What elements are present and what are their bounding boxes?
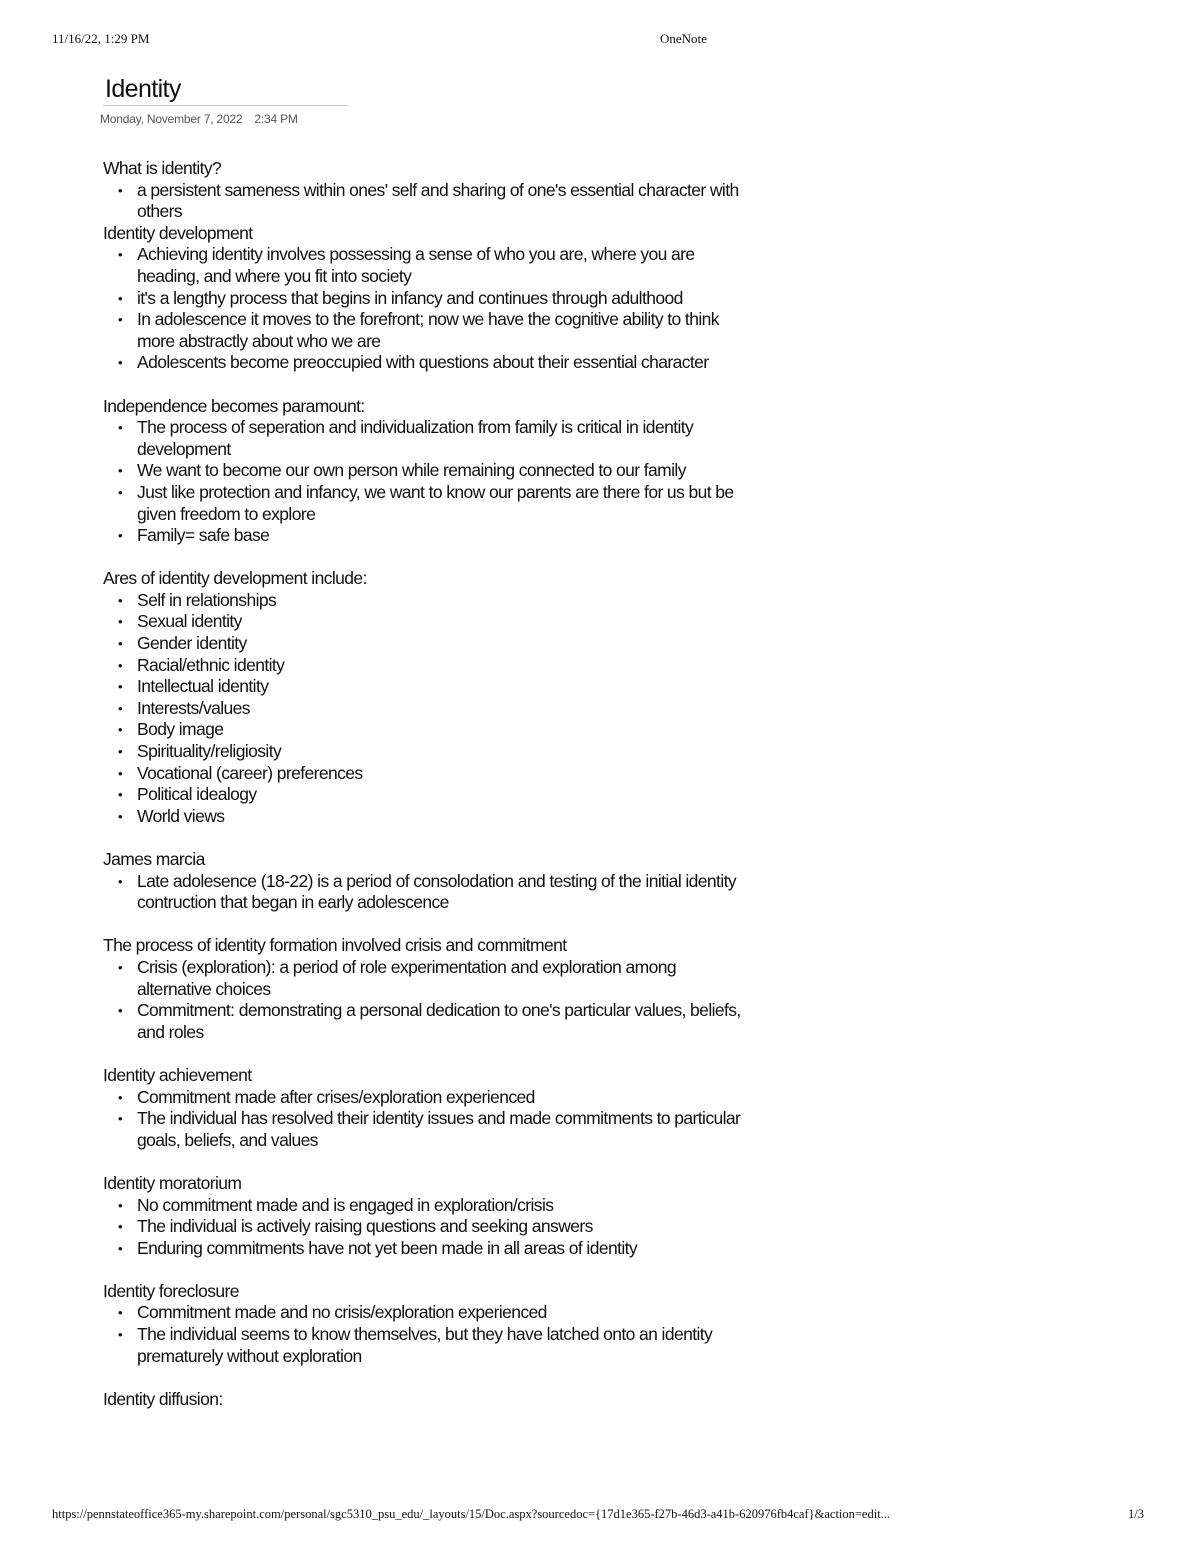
- section-heading[interactable]: Identity moratorium: [103, 1172, 242, 1193]
- bullet-item[interactable]: • Achieving identity involves possessing a sense of who you are, where you are heading, and where you fit into society: [137, 244, 743, 287]
- bullet-item[interactable]: • Crisis (exploration): a period of role experimentation and exploration among alternative choices: [137, 957, 743, 1000]
- bullet-item[interactable]: • Political idealogy: [137, 784, 743, 806]
- section-heading[interactable]: The process of identity formation involved crisis and commitment: [103, 935, 567, 956]
- page-timestamp: [100, 112, 743, 126]
- bullet-list: [103, 417, 743, 547]
- section-heading[interactable]: What is identity?: [103, 158, 222, 178]
- bullet-item[interactable]: • Racial/ethnic identity: [137, 655, 743, 677]
- page-time: 2:34 PM: [254, 112, 298, 126]
- page-date: Monday, November 7, 2022: [100, 112, 243, 126]
- bullet-item[interactable]: • Commitment made after crises/exploration experienced: [137, 1087, 743, 1109]
- print-footer-page-number: 1/3: [1128, 1507, 1144, 1521]
- bullet-list: [103, 590, 743, 828]
- section-spacer: [103, 914, 743, 936]
- section-heading[interactable]: James marcia: [103, 849, 205, 869]
- section-spacer: [103, 1367, 743, 1389]
- section-spacer: [103, 827, 743, 849]
- bullet-item[interactable]: • Commitment: demonstrating a personal dedication to one's particular values, beliefs, and roles: [137, 1000, 743, 1043]
- section-spacer: [103, 1259, 743, 1281]
- page-content: [103, 158, 743, 1410]
- bullet-item[interactable]: • Adolescents become preoccupied with questions about their essential character: [137, 352, 743, 374]
- section-heading[interactable]: Independence becomes paramount:: [103, 395, 365, 416]
- bullet-item[interactable]: • In adolescence it moves to the forefront; now we have the cognitive ability to think more abstractly about who we are: [137, 309, 743, 352]
- bullet-item[interactable]: • The individual seems to know themselves, but they have latched onto an identity prematurely without exploration: [137, 1324, 743, 1367]
- print-header-app-name: OneNote: [660, 31, 707, 46]
- section-heading[interactable]: Identity diffusion:: [103, 1388, 223, 1409]
- bullet-item[interactable]: • The individual is actively raising questions and seeking answers: [137, 1216, 743, 1238]
- bullet-item[interactable]: • a persistent sameness within ones' self and sharing of one's essential character with others: [137, 180, 743, 223]
- print-header-datetime: 11/16/22, 1:29 PM: [52, 31, 150, 46]
- bullet-item[interactable]: • Self in relationships: [137, 590, 743, 612]
- bullet-list: [103, 1195, 743, 1260]
- bullet-item[interactable]: • Enduring commitments have not yet been made in all areas of identity: [137, 1238, 743, 1260]
- title-underline: [103, 105, 348, 106]
- section-heading[interactable]: Identity foreclosure: [103, 1280, 239, 1301]
- bullet-item[interactable]: • The individual has resolved their identity issues and made commitments to particular goals, beliefs, and values: [137, 1108, 743, 1151]
- bullet-list: [103, 180, 743, 223]
- bullet-item[interactable]: • Intellectual identity: [137, 676, 743, 698]
- bullet-item[interactable]: • The process of seperation and individualization from family is critical in identity development: [137, 417, 743, 460]
- bullet-list: [103, 1302, 743, 1367]
- bullet-item[interactable]: • Commitment made and no crisis/exploration experienced: [137, 1302, 743, 1324]
- section-spacer: [103, 1043, 743, 1065]
- section-heading[interactable]: Identity development: [103, 222, 253, 243]
- bullet-list: [103, 244, 743, 374]
- bullet-list: [103, 957, 743, 1043]
- section-heading[interactable]: Ares of identity development include:: [103, 568, 367, 589]
- bullet-item[interactable]: • No commitment made and is engaged in exploration/crisis: [137, 1195, 743, 1217]
- bullet-item[interactable]: • Interests/values: [137, 698, 743, 720]
- bullet-list: [103, 871, 743, 914]
- section-spacer: [103, 547, 743, 569]
- bullet-item[interactable]: • We want to become our own person while remaining connected to our family: [137, 460, 743, 482]
- bullet-item[interactable]: • Gender identity: [137, 633, 743, 655]
- bullet-item[interactable]: • Just like protection and infancy, we want to know our parents are there for us but be given freedom to explore: [137, 482, 743, 525]
- bullet-item[interactable]: • it's a lengthy process that begins in infancy and continues through adulthood: [137, 288, 743, 310]
- page-title[interactable]: Identity: [105, 75, 181, 103]
- bullet-list: [103, 1087, 743, 1152]
- bullet-item[interactable]: • Spirituality/religiosity: [137, 741, 743, 763]
- section-spacer: [103, 374, 743, 396]
- bullet-item[interactable]: • World views: [137, 806, 743, 828]
- bullet-item[interactable]: • Family= safe base: [137, 525, 743, 547]
- onenote-page: [100, 74, 743, 1410]
- print-footer-url: https://pennstateoffice365-my.sharepoint.com/personal/sgc5310_psu_edu/_layouts/15/Doc.aspx?sourcedoc={17d1e365-f27b-46d3-a41b-620976fb4caf}&action=edit...: [52, 1507, 891, 1521]
- bullet-item[interactable]: • Sexual identity: [137, 611, 743, 633]
- section-heading[interactable]: Identity achievement: [103, 1064, 252, 1085]
- section-spacer: [103, 1151, 743, 1173]
- bullet-item[interactable]: • Body image: [137, 719, 743, 741]
- bullet-item[interactable]: • Late adolesence (18-22) is a period of consolodation and testing of the initial identity contruction that began in early adolescence: [137, 871, 743, 914]
- bullet-item[interactable]: • Vocational (career) preferences: [137, 763, 743, 785]
